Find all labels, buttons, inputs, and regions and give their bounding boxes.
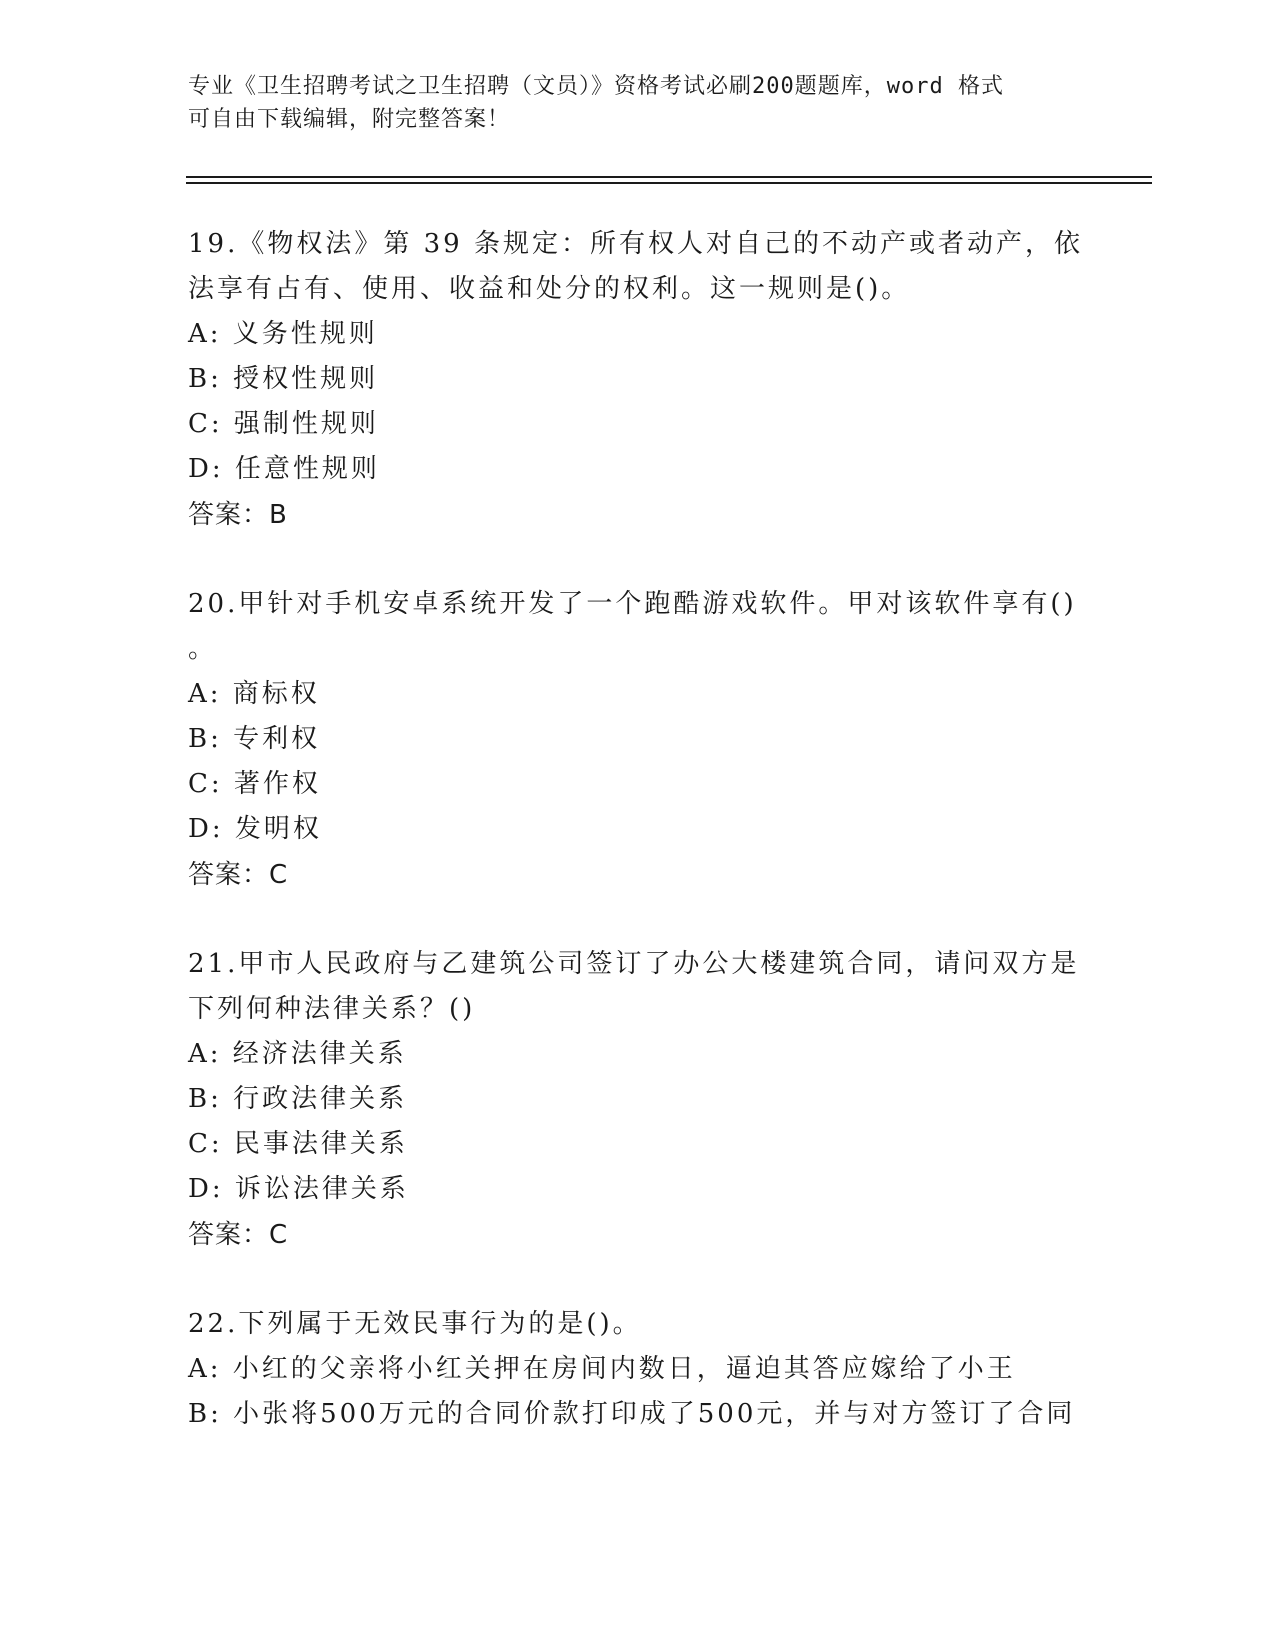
question-stem-line: 。 — [188, 634, 218, 664]
option-c: C: 强制性规则 — [188, 409, 379, 439]
header-line-2: 可自由下载编辑，附完整答案！ — [188, 107, 511, 132]
question-stem-line: 法享有占有、使用、收益和处分的权利。这一规则是()。 — [188, 274, 911, 304]
header-line-1: 专业《卫生招聘考试之卫生招聘（文员）》资格考试必刷200题题库，word 格式 — [188, 74, 1004, 99]
answer-line — [188, 852, 1088, 898]
answer-line — [188, 492, 1088, 538]
document-header — [188, 70, 1068, 136]
question-stem-line: 下列何种法律关系？() — [188, 994, 476, 1024]
answer-label: 答案： — [188, 1220, 270, 1250]
question-21 — [188, 942, 1088, 1258]
option-c: C: 民事法律关系 — [188, 1129, 408, 1159]
question-stem-line: 21.甲市人民政府与乙建筑公司签订了办公大楼建筑合同，请问双方是 — [188, 949, 1080, 979]
option-a: A: 商标权 — [188, 679, 320, 709]
option-b: B: 小张将500万元的合同价款打印成了500元，并与对方签订了合同 — [188, 1399, 1076, 1429]
question-stem-line: 20.甲针对手机安卓系统开发了一个跑酷游戏软件。甲对该软件享有() — [188, 589, 1077, 619]
question-22 — [188, 1302, 1088, 1437]
option-a: A: 义务性规则 — [188, 319, 378, 349]
option-d: D: 诉讼法律关系 — [188, 1174, 409, 1204]
answer-value: B — [269, 500, 288, 530]
question-stem-line: 19.《物权法》第 39 条规定：所有权人对自己的不动产或者动产，依 — [188, 229, 1083, 259]
answer-value: C — [269, 1220, 289, 1250]
option-d: D: 发明权 — [188, 814, 322, 844]
answer-value: C — [269, 860, 289, 890]
answer-line — [188, 1212, 1088, 1258]
option-a: A: 小红的父亲将小红关押在房间内数日，逼迫其答应嫁给了小王 — [188, 1354, 1016, 1384]
header-divider-top — [186, 176, 1152, 178]
answer-label: 答案： — [188, 500, 270, 530]
question-stem-line: 22.下列属于无效民事行为的是()。 — [188, 1309, 642, 1339]
header-divider-bottom — [186, 182, 1152, 184]
question-20 — [188, 582, 1088, 898]
option-a: A: 经济法律关系 — [188, 1039, 407, 1069]
answer-label: 答案： — [188, 860, 270, 890]
option-d: D: 任意性规则 — [188, 454, 380, 484]
option-b: B: 授权性规则 — [188, 364, 379, 394]
option-c: C: 著作权 — [188, 769, 321, 799]
option-b: B: 行政法律关系 — [188, 1084, 408, 1114]
option-b: B: 专利权 — [188, 724, 321, 754]
question-19 — [188, 222, 1088, 538]
